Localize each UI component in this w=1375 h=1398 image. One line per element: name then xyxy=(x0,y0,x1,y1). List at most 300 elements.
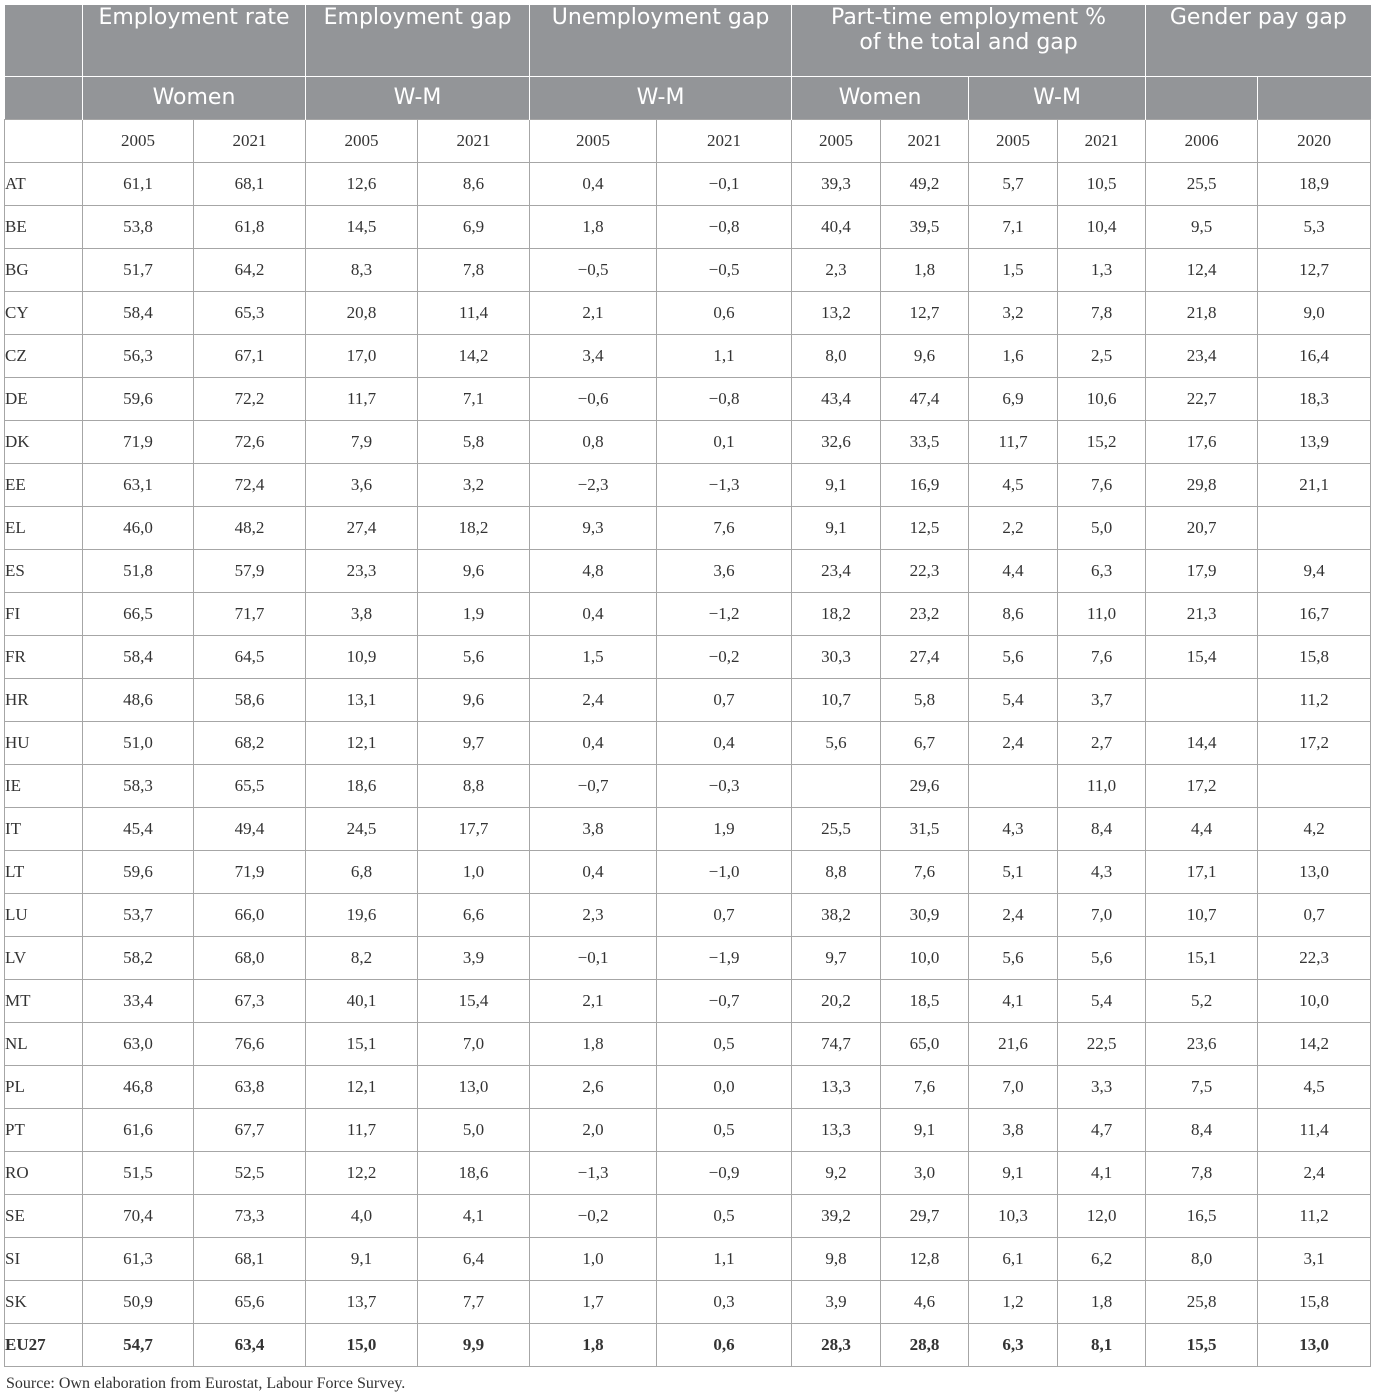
table-cell: 5,6 xyxy=(418,635,530,678)
table-cell: 8,0 xyxy=(1146,1237,1258,1280)
table-cell: 1,1 xyxy=(657,1237,792,1280)
table-cell: 11,4 xyxy=(1258,1108,1371,1151)
table-cell: 0,7 xyxy=(1258,893,1371,936)
table-cell: 5,8 xyxy=(881,678,969,721)
subheader-pay-gap-2006 xyxy=(1146,76,1258,119)
country-code: LU xyxy=(5,893,83,936)
table-cell: 0,7 xyxy=(657,893,792,936)
table-cell: 5,3 xyxy=(1258,205,1371,248)
table-cell: 7,7 xyxy=(418,1280,530,1323)
table-cell: 5,6 xyxy=(969,635,1058,678)
year-header: 2005 xyxy=(792,119,881,162)
table-cell: 8,6 xyxy=(969,592,1058,635)
table-cell: 12,5 xyxy=(881,506,969,549)
table-cell: 58,6 xyxy=(194,678,306,721)
table-cell: 9,8 xyxy=(792,1237,881,1280)
table-cell: −0,8 xyxy=(657,377,792,420)
table-cell: 1,0 xyxy=(418,850,530,893)
table-row xyxy=(5,1237,1371,1280)
table-cell: −1,3 xyxy=(530,1151,657,1194)
table-cell: 29,7 xyxy=(881,1194,969,1237)
table-cell: −0,3 xyxy=(657,764,792,807)
year-header: 2020 xyxy=(1258,119,1371,162)
table-cell: 22,3 xyxy=(881,549,969,592)
table-cell: 40,1 xyxy=(306,979,418,1022)
table-cell: 4,1 xyxy=(418,1194,530,1237)
header-employment-gap: Employment gap xyxy=(306,5,530,76)
table-cell: 17,7 xyxy=(418,807,530,850)
table-cell: 48,2 xyxy=(194,506,306,549)
table-cell: 68,1 xyxy=(194,162,306,205)
table-cell: 12,4 xyxy=(1146,248,1258,291)
table-cell: 12,7 xyxy=(1258,248,1371,291)
table-cell: 53,7 xyxy=(83,893,194,936)
table-cell: 65,3 xyxy=(194,291,306,334)
table-cell: 15,0 xyxy=(306,1323,418,1366)
table-cell: 45,4 xyxy=(83,807,194,850)
table-row xyxy=(5,377,1371,420)
table-cell: 68,2 xyxy=(194,721,306,764)
table-cell: 18,6 xyxy=(306,764,418,807)
table-cell: 3,0 xyxy=(881,1151,969,1194)
year-row xyxy=(5,119,1371,162)
table-cell: 20,7 xyxy=(1146,506,1258,549)
table-cell: 1,8 xyxy=(530,205,657,248)
table-cell: 17,1 xyxy=(1146,850,1258,893)
table-cell: 15,5 xyxy=(1146,1323,1258,1366)
subheader-employment-gap: W-M xyxy=(306,76,530,119)
table-cell: 9,1 xyxy=(969,1151,1058,1194)
table-cell: 15,4 xyxy=(418,979,530,1022)
table-row xyxy=(5,506,1371,549)
table-cell: 3,8 xyxy=(306,592,418,635)
table-cell: 54,7 xyxy=(83,1323,194,1366)
table-cell: 10,7 xyxy=(792,678,881,721)
table-cell: 1,5 xyxy=(969,248,1058,291)
table-cell: 10,0 xyxy=(881,936,969,979)
table-cell: 2,5 xyxy=(1058,334,1146,377)
table-cell: 59,6 xyxy=(83,850,194,893)
table-cell: 18,3 xyxy=(1258,377,1371,420)
table-cell: 2,1 xyxy=(530,291,657,334)
table-cell: 46,8 xyxy=(83,1065,194,1108)
table-cell: 27,4 xyxy=(881,635,969,678)
table-cell: 2,1 xyxy=(530,979,657,1022)
table-cell: −0,1 xyxy=(657,162,792,205)
year-header: 2021 xyxy=(418,119,530,162)
table-cell: 71,7 xyxy=(194,592,306,635)
table-cell: 4,0 xyxy=(306,1194,418,1237)
table-cell: 3,1 xyxy=(1258,1237,1371,1280)
country-code: AT xyxy=(5,162,83,205)
country-code: LT xyxy=(5,850,83,893)
table-cell: 65,6 xyxy=(194,1280,306,1323)
table-cell: 5,0 xyxy=(1058,506,1146,549)
table-cell: 70,4 xyxy=(83,1194,194,1237)
table-cell: 8,8 xyxy=(418,764,530,807)
table-cell: 61,6 xyxy=(83,1108,194,1151)
table-cell: 11,7 xyxy=(306,1108,418,1151)
year-header: 2005 xyxy=(306,119,418,162)
table-row xyxy=(5,979,1371,1022)
table-cell: −0,5 xyxy=(530,248,657,291)
table-cell: 49,2 xyxy=(881,162,969,205)
table-cell: 10,0 xyxy=(1258,979,1371,1022)
table-cell: 23,4 xyxy=(1146,334,1258,377)
table-cell: 21,6 xyxy=(969,1022,1058,1065)
table-cell: 33,4 xyxy=(83,979,194,1022)
table-cell: 9,1 xyxy=(881,1108,969,1151)
table-cell: 15,1 xyxy=(1146,936,1258,979)
table-cell: 6,3 xyxy=(969,1323,1058,1366)
table-cell: 11,0 xyxy=(1058,764,1146,807)
table-cell: 2,4 xyxy=(530,678,657,721)
table-cell: 51,0 xyxy=(83,721,194,764)
table-cell: −0,9 xyxy=(657,1151,792,1194)
header-unemployment-gap: Unemployment gap xyxy=(530,5,792,76)
table-cell: 32,6 xyxy=(792,420,881,463)
table-cell: 66,5 xyxy=(83,592,194,635)
table-cell: 6,9 xyxy=(418,205,530,248)
table-cell: 11,7 xyxy=(306,377,418,420)
table-cell: 40,4 xyxy=(792,205,881,248)
table-cell: 14,2 xyxy=(1258,1022,1371,1065)
table-cell: 67,3 xyxy=(194,979,306,1022)
table-cell: 21,3 xyxy=(1146,592,1258,635)
table-cell: 43,4 xyxy=(792,377,881,420)
table-cell xyxy=(1146,678,1258,721)
table-cell: 1,8 xyxy=(530,1022,657,1065)
table-cell: 14,4 xyxy=(1146,721,1258,764)
table-cell: 15,8 xyxy=(1258,635,1371,678)
table-cell: 17,0 xyxy=(306,334,418,377)
table-row xyxy=(5,162,1371,205)
table-cell: 29,8 xyxy=(1146,463,1258,506)
table-cell: 0,1 xyxy=(657,420,792,463)
table-cell: −0,2 xyxy=(657,635,792,678)
table-cell: 7,8 xyxy=(1146,1151,1258,1194)
table-cell: 64,2 xyxy=(194,248,306,291)
table-cell: 18,6 xyxy=(418,1151,530,1194)
table-cell: 9,6 xyxy=(418,549,530,592)
table-cell: 57,9 xyxy=(194,549,306,592)
year-header: 2006 xyxy=(1146,119,1258,162)
table-cell: 61,8 xyxy=(194,205,306,248)
table-cell: 3,9 xyxy=(792,1280,881,1323)
table-cell: 25,5 xyxy=(1146,162,1258,205)
table-cell: 7,8 xyxy=(418,248,530,291)
table-cell: −0,8 xyxy=(657,205,792,248)
year-row-corner xyxy=(5,119,83,162)
table-cell: 4,5 xyxy=(969,463,1058,506)
table-cell: 58,2 xyxy=(83,936,194,979)
table-row-total xyxy=(5,1323,1371,1366)
table-row xyxy=(5,764,1371,807)
country-code: BE xyxy=(5,205,83,248)
table-body xyxy=(5,119,1371,1366)
table-cell: 8,0 xyxy=(792,334,881,377)
table-cell: 21,8 xyxy=(1146,291,1258,334)
table-row xyxy=(5,1022,1371,1065)
country-code: RO xyxy=(5,1151,83,1194)
table-cell: 58,3 xyxy=(83,764,194,807)
table-cell: 51,8 xyxy=(83,549,194,592)
table-cell: 2,3 xyxy=(530,893,657,936)
table-cell: 9,1 xyxy=(792,463,881,506)
table-cell: 11,0 xyxy=(1058,592,1146,635)
country-code: IE xyxy=(5,764,83,807)
table-cell: 12,1 xyxy=(306,721,418,764)
table-cell: 3,6 xyxy=(306,463,418,506)
table-cell: 0,4 xyxy=(657,721,792,764)
table-cell: 0,6 xyxy=(657,1323,792,1366)
table-cell: 8,1 xyxy=(1058,1323,1146,1366)
table-cell: 46,0 xyxy=(83,506,194,549)
table-cell: 20,2 xyxy=(792,979,881,1022)
table-cell: 19,6 xyxy=(306,893,418,936)
table-cell: 4,3 xyxy=(1058,850,1146,893)
table-row xyxy=(5,420,1371,463)
table-cell: 72,6 xyxy=(194,420,306,463)
table-cell: 66,0 xyxy=(194,893,306,936)
table-cell: 1,8 xyxy=(881,248,969,291)
table-cell: 13,3 xyxy=(792,1108,881,1151)
table-row xyxy=(5,1108,1371,1151)
table-cell: 6,9 xyxy=(969,377,1058,420)
table-cell: 9,4 xyxy=(1258,549,1371,592)
table-cell: 22,7 xyxy=(1146,377,1258,420)
table-cell: 63,8 xyxy=(194,1065,306,1108)
table-cell: 24,5 xyxy=(306,807,418,850)
country-code: FI xyxy=(5,592,83,635)
table-cell: 6,1 xyxy=(969,1237,1058,1280)
table-cell: 13,0 xyxy=(1258,850,1371,893)
table-cell: −1,3 xyxy=(657,463,792,506)
table-cell: 7,8 xyxy=(1058,291,1146,334)
table-row xyxy=(5,334,1371,377)
table-row xyxy=(5,463,1371,506)
country-code: CZ xyxy=(5,334,83,377)
table-cell: 16,7 xyxy=(1258,592,1371,635)
table-row xyxy=(5,592,1371,635)
table-cell: 4,1 xyxy=(1058,1151,1146,1194)
table-cell: 8,4 xyxy=(1146,1108,1258,1151)
table-row xyxy=(5,850,1371,893)
table-cell: 4,7 xyxy=(1058,1108,1146,1151)
table-cell: 10,4 xyxy=(1058,205,1146,248)
table-row xyxy=(5,205,1371,248)
table-cell: 15,1 xyxy=(306,1022,418,1065)
header-employment-rate: Employment rate xyxy=(83,5,306,76)
table-cell: 0,0 xyxy=(657,1065,792,1108)
table-cell: 16,9 xyxy=(881,463,969,506)
table-cell: 3,9 xyxy=(418,936,530,979)
table-cell: 63,4 xyxy=(194,1323,306,1366)
table-cell: 7,6 xyxy=(1058,463,1146,506)
table-cell: 58,4 xyxy=(83,635,194,678)
table-cell: 5,6 xyxy=(1058,936,1146,979)
year-header: 2021 xyxy=(657,119,792,162)
table-cell: 6,3 xyxy=(1058,549,1146,592)
table-cell: 20,8 xyxy=(306,291,418,334)
table-row xyxy=(5,807,1371,850)
table-cell: 18,9 xyxy=(1258,162,1371,205)
header-gender-pay-gap: Gender pay gap xyxy=(1146,5,1371,76)
year-header: 2021 xyxy=(881,119,969,162)
table-cell: 23,4 xyxy=(792,549,881,592)
table-cell: 10,5 xyxy=(1058,162,1146,205)
table-row xyxy=(5,893,1371,936)
table-cell: 6,8 xyxy=(306,850,418,893)
table-cell: 1,0 xyxy=(530,1237,657,1280)
header-row-subgroups xyxy=(5,76,1371,119)
country-code: SK xyxy=(5,1280,83,1323)
table-cell: 0,6 xyxy=(657,291,792,334)
table-cell: 65,5 xyxy=(194,764,306,807)
table-cell: 9,7 xyxy=(418,721,530,764)
table-cell: 4,2 xyxy=(1258,807,1371,850)
table-cell: 7,5 xyxy=(1146,1065,1258,1108)
year-header: 2005 xyxy=(83,119,194,162)
table-cell: 3,8 xyxy=(530,807,657,850)
table-cell: 2,4 xyxy=(969,893,1058,936)
year-header: 2005 xyxy=(530,119,657,162)
table-cell: 23,2 xyxy=(881,592,969,635)
table-cell: 15,8 xyxy=(1258,1280,1371,1323)
table-cell: 50,9 xyxy=(83,1280,194,1323)
table-cell: 3,2 xyxy=(418,463,530,506)
table-cell: 58,4 xyxy=(83,291,194,334)
table-row xyxy=(5,721,1371,764)
table-cell: 39,3 xyxy=(792,162,881,205)
table-cell: 0,4 xyxy=(530,162,657,205)
table-cell: 7,6 xyxy=(881,1065,969,1108)
table-cell: 3,2 xyxy=(969,291,1058,334)
table-cell: 39,2 xyxy=(792,1194,881,1237)
table-cell: 64,5 xyxy=(194,635,306,678)
table-cell: 72,4 xyxy=(194,463,306,506)
table-cell xyxy=(792,764,881,807)
country-code: DK xyxy=(5,420,83,463)
subheader-pay-gap-2020 xyxy=(1258,76,1371,119)
table-cell: 7,6 xyxy=(881,850,969,893)
table-cell: 11,7 xyxy=(969,420,1058,463)
header-part-time-employment: Part-time employment % of the total and gap xyxy=(792,5,1146,76)
table-cell: 0,4 xyxy=(530,850,657,893)
table-cell: 9,1 xyxy=(306,1237,418,1280)
table-cell: 2,6 xyxy=(530,1065,657,1108)
table-cell: 0,5 xyxy=(657,1108,792,1151)
table-cell: 27,4 xyxy=(306,506,418,549)
country-code: IT xyxy=(5,807,83,850)
table-cell: 10,7 xyxy=(1146,893,1258,936)
table-cell: 0,4 xyxy=(530,592,657,635)
table-cell: 8,6 xyxy=(418,162,530,205)
country-code: PL xyxy=(5,1065,83,1108)
table-cell: 15,2 xyxy=(1058,420,1146,463)
table-cell: 12,8 xyxy=(881,1237,969,1280)
table-cell: 0,3 xyxy=(657,1280,792,1323)
table-cell: 7,0 xyxy=(418,1022,530,1065)
table-cell: 5,4 xyxy=(969,678,1058,721)
table-cell: 5,6 xyxy=(969,936,1058,979)
table-cell: 13,7 xyxy=(306,1280,418,1323)
table-cell: 38,2 xyxy=(792,893,881,936)
table-cell: 0,5 xyxy=(657,1022,792,1065)
country-code: HU xyxy=(5,721,83,764)
table-row xyxy=(5,1280,1371,1323)
table-cell: 8,4 xyxy=(1058,807,1146,850)
table-cell: 68,0 xyxy=(194,936,306,979)
table-cell: 3,4 xyxy=(530,334,657,377)
table-cell: 5,4 xyxy=(1058,979,1146,1022)
table-cell: 9,5 xyxy=(1146,205,1258,248)
table-cell: 51,7 xyxy=(83,248,194,291)
table-cell: 4,3 xyxy=(969,807,1058,850)
table-cell: 33,5 xyxy=(881,420,969,463)
table-cell: 25,5 xyxy=(792,807,881,850)
table-cell: 8,3 xyxy=(306,248,418,291)
table-cell xyxy=(1258,506,1371,549)
table-row xyxy=(5,635,1371,678)
table-cell: −0,5 xyxy=(657,248,792,291)
table-cell: 5,0 xyxy=(418,1108,530,1151)
table-cell: −2,3 xyxy=(530,463,657,506)
table-cell: 47,4 xyxy=(881,377,969,420)
table-cell: 67,7 xyxy=(194,1108,306,1151)
year-header: 2021 xyxy=(1058,119,1146,162)
table-cell: 2,2 xyxy=(969,506,1058,549)
table-cell: 63,0 xyxy=(83,1022,194,1065)
table-row xyxy=(5,291,1371,334)
table-cell: 9,6 xyxy=(418,678,530,721)
table-cell: 18,5 xyxy=(881,979,969,1022)
data-table xyxy=(4,5,1371,1367)
subheader-unemployment-gap: W-M xyxy=(530,76,792,119)
table-cell: 73,3 xyxy=(194,1194,306,1237)
table-cell: 9,7 xyxy=(792,936,881,979)
table-cell: 48,6 xyxy=(83,678,194,721)
header-row-groups xyxy=(5,5,1371,76)
table-cell: 5,7 xyxy=(969,162,1058,205)
table-cell: 11,4 xyxy=(418,291,530,334)
table-cell: 17,9 xyxy=(1146,549,1258,592)
table-cell: 6,4 xyxy=(418,1237,530,1280)
table-cell: 1,9 xyxy=(657,807,792,850)
table-row xyxy=(5,678,1371,721)
table-cell: 5,6 xyxy=(792,721,881,764)
table-cell: 71,9 xyxy=(194,850,306,893)
table-cell: 68,1 xyxy=(194,1237,306,1280)
table-cell: 51,5 xyxy=(83,1151,194,1194)
header-corner xyxy=(5,5,83,76)
country-code: SE xyxy=(5,1194,83,1237)
country-code: FR xyxy=(5,635,83,678)
country-code: MT xyxy=(5,979,83,1022)
table-cell: 16,5 xyxy=(1146,1194,1258,1237)
table-cell: 63,1 xyxy=(83,463,194,506)
table-cell: 28,8 xyxy=(881,1323,969,1366)
table-cell: 12,2 xyxy=(306,1151,418,1194)
table-cell: 5,1 xyxy=(969,850,1058,893)
country-code: HR xyxy=(5,678,83,721)
subheader-employment-rate: Women xyxy=(83,76,306,119)
table-cell: 21,1 xyxy=(1258,463,1371,506)
table-cell: 4,6 xyxy=(881,1280,969,1323)
table-cell: 4,4 xyxy=(1146,807,1258,850)
table-cell: 9,2 xyxy=(792,1151,881,1194)
table-cell: 2,0 xyxy=(530,1108,657,1151)
